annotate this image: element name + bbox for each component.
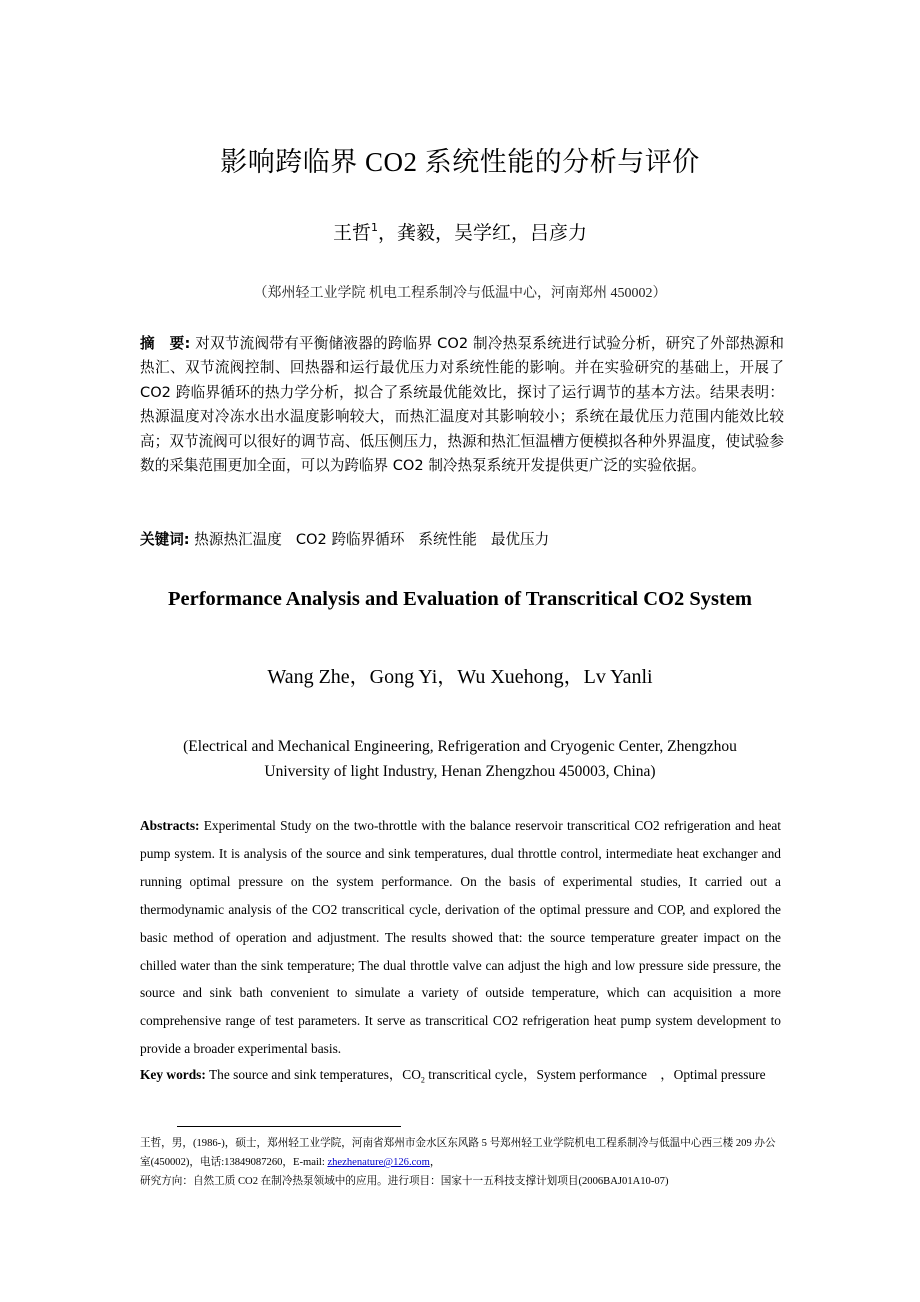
- footnote-divider: [177, 1126, 401, 1127]
- english-title: Performance Analysis and Evaluation of Transcritical CO2 System: [167, 588, 753, 610]
- english-abstract-label: Abstracts:: [140, 818, 200, 833]
- footnote-author-info: 王哲，男，(1986-)，硕士，郑州轻工业学院，河南省郑州市金水区东风路 5 号郑州轻工业学院机电工程系制冷与低温中心西三楼 209 办公室(450002)，电话:13849087260，E-mail:: [140, 1138, 776, 1168]
- keyword: 最优压力: [490, 531, 550, 548]
- subscript: 2: [420, 1075, 425, 1085]
- english-keywords-text: The source and sink temperatures，CO: [208, 1067, 421, 1082]
- chinese-title: 影响跨临界 CO2 系统性能的分析与评价: [220, 147, 700, 177]
- keyword: 热源热汇温度: [194, 531, 282, 548]
- english-authors: Wang Zhe，Gong Yi，Wu Xuehong，Lv Yanli: [267, 666, 653, 688]
- english-keywords-text-rest: transcritical cycle，System performance ，Optimal pressure: [424, 1067, 766, 1082]
- english-affiliation-line: University of light Industry, Henan Zhengzhou 450003, China): [264, 762, 656, 780]
- email-link[interactable]: zhezhenature@126.com: [327, 1157, 430, 1168]
- footnote-research-info: 研究方向：自然工质 CO2 在制冷热泵领域中的应用。进行项目：国家十一五科技支撑计划项目(2006BAJ01A10-07): [140, 1176, 669, 1187]
- keyword: 系统性能: [418, 531, 477, 548]
- english-keywords: [140, 1063, 781, 1093]
- footnote-punct: ，: [429, 1157, 441, 1168]
- english-affiliation-line: (Electrical and Mechanical Engineering, Refrigeration and Cryogenic Center, Zhengzhou: [183, 738, 737, 755]
- chinese-abstract: [140, 332, 784, 478]
- author-superscript: 1: [371, 221, 378, 234]
- english-abstract-text: Experimental Study on the two-throttle with the balance reservoir transcritical CO2 refrigeration and heat pump system. It is analysis of the source and sink temperatures, dual throttle control, intermediate heat exchanger and running optimal pressure on the system performance. On the basis of experimental studies, It carried out a thermodynamic analysis of the CO2 transcritical cycle, derivation of the optimal pressure and COP, and explored the basic method of operation and adjustment. The results showed that: the source temperature greater impact on the chilled water than the sink temperature; The dual throttle valve can adjust the high and low pressure side pressure, the source and sink bath convenient to simulate a variety of outside temperature, which can acquisition a more comprehensive range of test parameters. It serve as transcritical CO2 refrigeration heat pump system development to provide a broader experimental basis.: [140, 818, 781, 1057]
- chinese-abstract-text: 对双节流阀带有平衡储液器的跨临界 CO2 制冷热泵系统进行试验分析，研究了外部热源和热汇、双节流阀控制、回热器和运行最优压力对系统性能的影响。并在实验研究的基础上，开展了 CO2 跨临界循环的热力学分析，拟合了系统最优能效比，探讨了运行调节的基本方法。结果表明：热源温度对冷冻水出水温度影响较大，而热汇温度对其影响较小；系统在最优压力范围内能效比较高；双节流阀可以很好的调节高、低压侧压力，热源和热汇恒温槽方便模拟各种外界温度，使试验参数的采集范围更加全面，可以为跨临界 CO2 制冷热泵系统开发提供更广泛的实验依据。: [140, 335, 785, 475]
- other-authors: ，龚毅，吴学红，吕彦力: [378, 222, 588, 244]
- chinese-keywords-label: 关键词:: [140, 531, 190, 548]
- chinese-authors: [0, 218, 920, 245]
- chinese-affiliation: （郑州轻工业学院 机电工程系制冷与低温中心，河南郑州 450002）: [253, 286, 667, 301]
- chinese-abstract-label: 摘 要:: [140, 335, 191, 352]
- chinese-keywords: [140, 528, 784, 552]
- keyword: CO2 跨临界循环: [295, 531, 405, 548]
- english-keywords-label: Key words:: [140, 1067, 206, 1082]
- first-author: 王哲: [332, 222, 371, 244]
- footnote: [140, 1134, 785, 1191]
- english-affiliation: [160, 735, 760, 784]
- english-abstract: [140, 812, 781, 1063]
